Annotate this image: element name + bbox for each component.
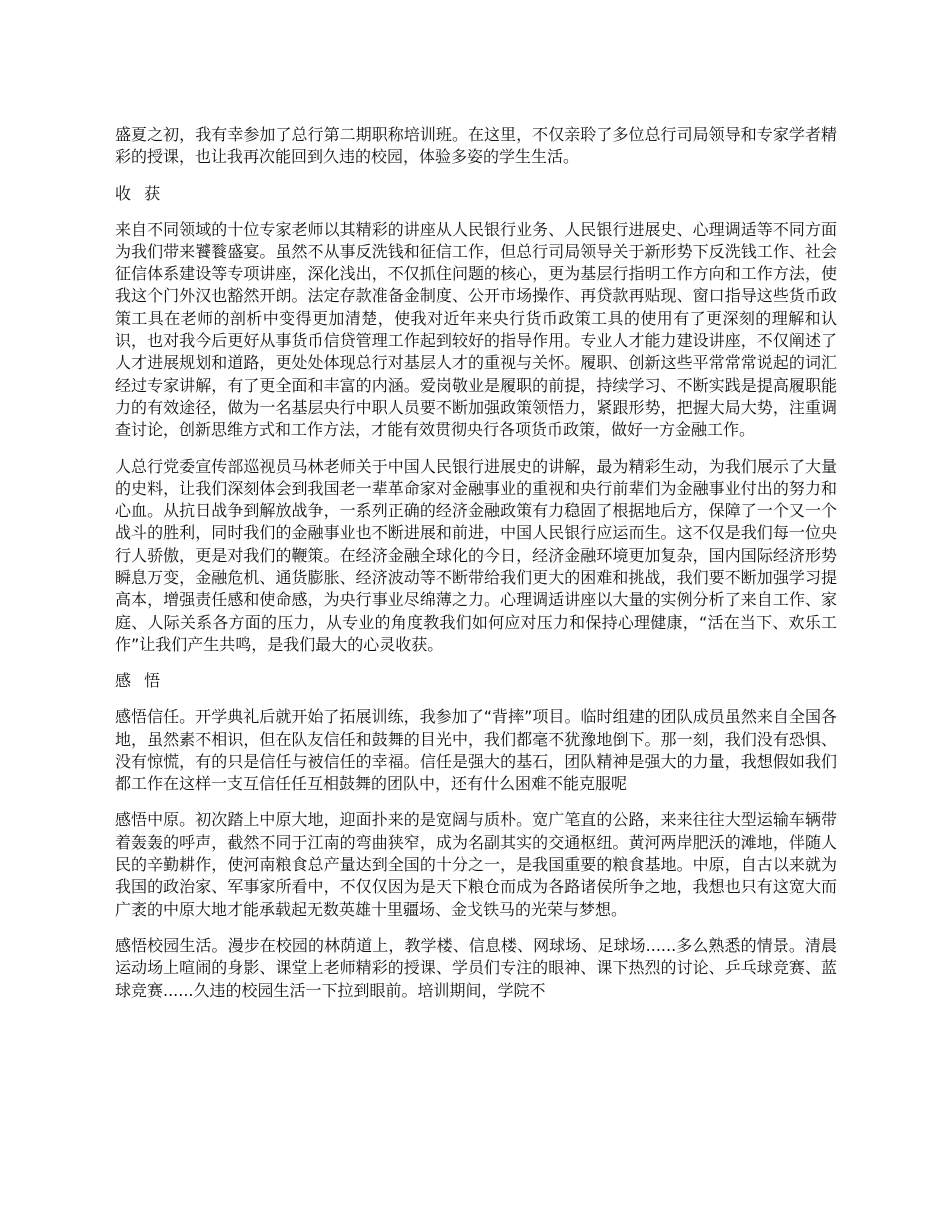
harvest-paragraph-1: 来自不同领域的十位专家老师以其精彩的讲座从人民银行业务、人民银行进展史、心理调适等不同方面为我们带来饕餮盛宴。虽然不从事反洗钱和征信工作，但总行司局领导关于新形势下反洗钱工作、社会征信体系建设等专项讲座，深化浅出，不仅抓住问题的核心，更为基层行指明工作方向和工作方法，使我这个门外汉也豁然开朗。法定存款准备金制度、公开市场操作、再贷款再贴现、窗口指导这些货币政策工具在老师的剖析中变得更加清楚，使我对近年来央行货币政策工具的使用有了更深刻的理解和认识，也对我今后更好从事货币信贷管理工作起到较好的指导作用。专业人才能力建设讲座，不仅阐述了人才进展规划和道路，更处处体现总行对基层人才的重视与关怀。履职、创新这些平常常常说起的词汇经过专家讲解，有了更全面和丰富的内涵。爱岗敬业是履职的前提，持续学习、不断实践是提高履职能力的有效途径，做为一名基层央行中职人员要不断加强政策领悟力，紧跟形势，把握大局大势，注重调查讨论，创新思维方式和工作方法，才能有效贯彻央行各项货币政策，做好一方金融工作。 [115,219,837,440]
intro-paragraph: 盛夏之初，我有幸参加了总行第二期职称培训班。在这里，不仅亲聆了多位总行司局领导和专家学者精彩的授课，也让我再次能回到久违的校园，体验多姿的学生生活。 [115,125,837,167]
insight-paragraph-central-plains: 感悟中原。初次踏上中原大地，迎面扑来的是宽阔与质朴。宽广笔直的公路，来来往往大型运输车辆带着轰轰的呼声，截然不同于江南的弯曲狭窄，成为名副其实的交通枢纽。黄河两岸肥沃的滩地，伴随人民的辛勤耕作，使河南粮食总产量达到全国的十分之一，是我国重要的粮食基地。中原，自古以来就为我国的政治家、军事家所看中，不仅仅因为是天下粮仓而成为各路诸侯所争之地，我想也只有这宽大而广袤的中原大地才能承载起无数英雄十里疆场、金戈铁马的光荣与梦想。 [115,810,837,919]
harvest-paragraph-2: 人总行党委宣传部巡视员马林老师关于中国人民银行进展史的讲解，最为精彩生动，为我们展示了大量的史料，让我们深刻体会到我国老一辈革命家对金融事业的重视和央行前辈们为金融事业付出的努力和心血。从抗日战争到解放战争，一系列正确的经济金融政策有力稳固了根据地后方，保障了一个又一个战斗的胜利，同时我们的金融事业也不断进展和前进，中国人民银行应运而生。这不仅是我们每一位央行人骄傲，更是对我们的鞭策。在经济金融全球化的今日，经济金融环境更加复杂，国内国际经济形势瞬息万变，金融危机、通货膨胀、经济波动等不断带给我们更大的困难和挑战，我们要不断加强学习提高本，增强责任感和使命感，为央行事业尽绵薄之力。心理调适讲座以大量的实例分析了来自工作、家庭、人际关系各方面的压力，从专业的角度教我们如何应对压力和保持心理健康，“活在当下、欢乐工作”让我们产生共鸣，是我们最大的心灵收获。 [115,456,837,654]
document-body [115,124,837,1016]
section-heading-harvest: 收 获 [115,183,165,203]
section-heading-insight: 感 悟 [115,671,165,691]
insight-paragraph-trust: 感悟信任。开学典礼后就开始了拓展训练，我参加了“背摔”项目。临时组建的团队成员虽然来自全国各地，虽然素不相识，但在队友信任和鼓舞的目光中，我们都毫不犹豫地倒下。那一刻，我们没有恐惧、没有惊慌，有的只是信任与被信任的幸福。信任是强大的基石，团队精神是强大的力量，我想假如我们都工作在这样一支互信任任互相鼓舞的团队中，还有什么困难不能克服呢 [115,707,837,794]
insight-paragraph-campus-life: 感悟校园生活。漫步在校园的林荫道上，教学楼、信息楼、网球场、足球场......多么熟悉的情景。清晨运动场上喧闹的身影、课堂上老师精彩的授课、学员们专注的眼神、课下热烈的讨论、乒乓球竞赛、蓝球竞赛......久违的校园生活一下拉到眼前。培训期间，学院不 [115,935,837,1000]
